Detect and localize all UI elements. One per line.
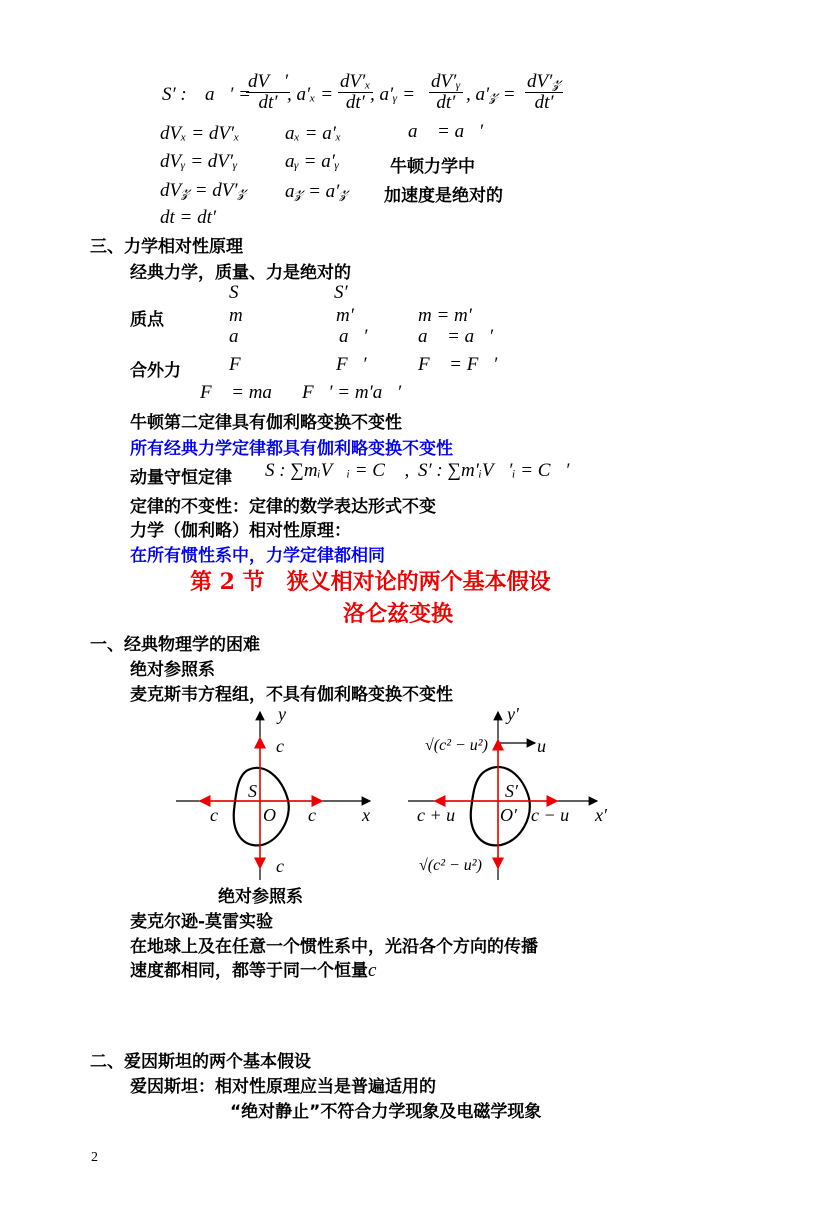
mass-mprime: m′ [336,305,354,326]
label-yprime: y′ [507,704,519,724]
eq-dvz: dV𝓏 = dV′𝓏 [160,180,247,201]
text-all-laws-invariant: 所有经典力学定律都具有伽利略变换不变性 [130,439,453,459]
text-law-invariance: 定律的不变性：定律的数学表达形式不变 [130,497,436,517]
label-x: x [362,805,370,825]
accel-aprime: a⃗′ [339,326,368,347]
label-c-bottom: c [276,856,284,876]
eq-momentum-sprime: S′ : ∑m′ᵢV⃗′ᵢ = C⃗′ [418,460,570,481]
label-Oprime: O′ [500,805,517,825]
eq-ay-frac [429,72,463,113]
light-blob [234,768,289,845]
section-title-line1: 第 2 节 狭义相对论的两个基本假设 [190,569,551,595]
eq-az: a𝓏 = a′𝓏 [285,181,349,202]
eq-momentum-s: S : ∑mᵢV⃗ᵢ = C⃗ , [265,460,410,481]
label-y: y [278,704,286,724]
text-inertial-same: 在所有惯性系中，力学定律都相同 [130,546,385,566]
text-absolute-frame: 绝对参照系 [130,660,215,680]
eq-az-den: dt′ [534,92,554,113]
eq-newton-s: F⃗ = ma⃗ [200,382,287,403]
eq-az-num: dV′𝓏 [527,71,562,92]
eq-a-equal: a⃗ = a⃗′ [408,121,484,142]
text-maxwell: 麦克斯韦方程组，不具有伽利略变换不变性 [130,685,453,705]
eq-ax-num: dV′ₓ [340,71,371,92]
label-u: u [537,736,546,756]
text-light-speed-1: 在地球上及在任意一个惯性系中，光沿各个方向的传播 [130,937,538,957]
col-sprime: S′ [334,282,348,303]
eq-az-label: , a′𝓏 = [466,84,516,105]
text-light-speed-2-main: 速度都相同，都等于同一个恒量 [130,961,368,981]
label-c-top: c [276,736,284,756]
diagram-absolute-frame [170,700,390,885]
text-michelson-morley: 麦克尔逊-莫雷实验 [130,912,274,932]
accel-a: a⃗ [229,326,254,347]
label-xprime: x′ [595,805,607,825]
col-s: S [229,282,239,303]
text-newton-invariance: 牛顿第二定律具有伽利略变换不变性 [130,413,402,433]
heading-section1: 一、经典物理学的困难 [90,635,260,655]
eq-a-vec-num: dV⃗′ [248,71,289,92]
eq-dvy: dVᵧ = dV′ᵧ [160,151,238,172]
heading-section3: 三、力学相对性原理 [90,237,243,257]
eq-ay-den: dt′ [436,92,456,113]
label-Sprime: S′ [505,781,518,801]
heading-section2: 二、爱因斯坦的两个基本假设 [90,1052,311,1072]
eq-a-vec-frac [246,72,290,113]
label-sqrt-top: √(c² − u²) [425,737,488,754]
label-sqrt-bottom: √(c² − u²) [419,857,482,874]
eq-ax-label: , a′ₓ = [287,84,334,105]
text-einstein: 爱因斯坦：相对性原理应当是普遍适用的 [130,1077,436,1097]
label-c-minus-u: c − u [531,805,570,825]
text-light-speed-2 [130,956,376,982]
eq-ay: aᵧ = a′ᵧ [285,151,340,172]
eq-a-vec-den: dt′ [258,92,278,113]
eq-dt: dt = dt′ [160,207,217,228]
eq-dvx: dVₓ = dV′ₓ [160,123,240,144]
label-S: S [248,781,257,801]
eq-az-frac [525,72,563,113]
text-classical-absolute: 经典力学，质量、力是绝对的 [130,263,351,283]
label-particle: 质点 [130,310,164,330]
force-f: F⃗ [229,354,256,375]
accel-equal: a⃗ = a⃗′ [418,326,494,347]
eq-ay-label: , a′ᵧ = [370,84,416,105]
eq-a-vec-label: a⃗′ = [205,84,252,105]
label-c-right: c [308,805,316,825]
frame-label-sprime: S′ : [162,84,187,105]
note-accel-absolute: 加速度是绝对的 [384,186,503,206]
label-O: O [263,805,276,825]
label-net-force: 合外力 [130,361,181,381]
label-momentum: 动量守恒定律 [130,468,232,488]
eq-ax-den: dt′ [345,92,365,113]
mass-equal: m = m′ [418,305,472,326]
note-newton-mechanics: 牛顿力学中 [390,157,475,177]
label-c-left: c [210,805,218,825]
eq-ax-frac [338,72,373,113]
figure-caption: 绝对参照系 [218,887,303,907]
text-light-speed-c: c [368,960,377,981]
eq-newton-sprime: F⃗′ = m′a⃗′ [302,382,402,403]
eq-ay-num: dV′ᵧ [431,71,461,92]
label-c-plus-u: c + u [417,805,456,825]
text-absolute-rest: “绝对静止”不符合力学现象及电磁学现象 [230,1102,542,1122]
force-fprime: F⃗′ [336,354,367,375]
diagram-moving-frame [405,700,620,885]
section-title-line2: 洛仑兹变换 [343,601,454,627]
eq-ax: aₓ = a′ₓ [285,123,342,144]
mass-m: m [229,305,243,326]
text-galilean-principle: 力学（伽利略）相对性原理： [130,521,351,541]
page-number: 2 [91,1150,98,1165]
force-equal: F⃗ = F⃗′ [418,354,498,375]
